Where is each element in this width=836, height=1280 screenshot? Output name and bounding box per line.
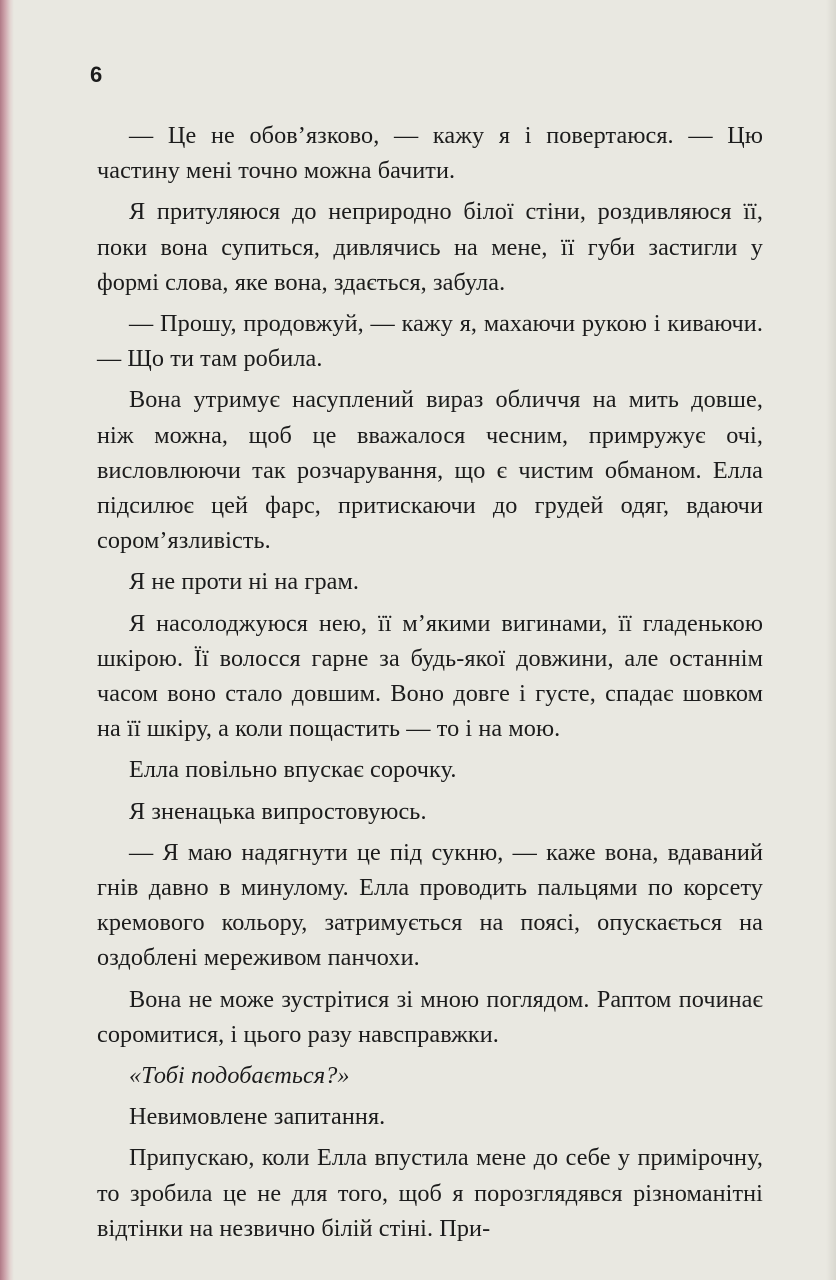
paragraph: Я насолоджуюся нею, її м’якими вигинами, її гладенькою шкірою. Її волосся гарне за будь-якої довжини, але останнім часом воно стало довшим. Воно довге і густе, спадає шовком на її шкіру, а коли пощастить — то і на мою. — [97, 609, 763, 743]
paragraph: Вона утримує насуплений вираз обличчя на мить довше, ніж можна, щоб це вважалося чесним, примружує очі, висловлюючи так розчарування, що є чистим обманом. Елла підсилює цей фарс, притискаючи до грудей одяг, вдаючи сором’язливість. — [97, 386, 763, 555]
paragraph: — Прошу, продовжуй, — кажу я, махаючи рукою і киваючи. — Що ти там робила. — [97, 310, 763, 373]
paragraph: Елла повільно впускає сорочку. — [129, 756, 457, 784]
paragraph: — Я маю надягнути це під сукню, — каже вона, вдаваний гнів давно в минулому. Елла проводить пальцями по корсету кремового кольору, затримується на поясі, опускається на оздоблені мереживом панчохи. — [97, 838, 763, 972]
paragraph: Невимовлене запитання. — [129, 1103, 386, 1131]
paragraph: Вона не може зустрітися зі мною поглядом. Раптом починає соромитися, і цього разу навсправжки. — [97, 985, 763, 1048]
paragraph: — Це не обов’язково, — кажу я і повертаюся. — Цю частину мені точно можна бачити. — [97, 122, 763, 185]
page-number: 6 — [90, 62, 103, 87]
paragraph: Я не проти ні на грам. — [129, 568, 360, 596]
body-text — [97, 118, 763, 1252]
page-binding-shadow — [0, 0, 14, 1280]
paragraph: Я зненацька випростовуюсь. — [129, 797, 427, 825]
paragraph: Припускаю, коли Елла впустила мене до себе у примірочну, то зробила це не для того, щоб я порозглядявся різноманітні відтінки на незвично білій стіні. При- — [97, 1144, 763, 1242]
paragraph: Я притуляюся до неприродно білої стіни, роздивляюся її, поки вона супиться, дивлячись на мене, її губи застигли у формі слова, яке вона, здається, забула. — [97, 198, 763, 296]
page-edge — [826, 0, 836, 1280]
paragraph-italic-question: «Тобі подобається?» — [129, 1062, 350, 1090]
